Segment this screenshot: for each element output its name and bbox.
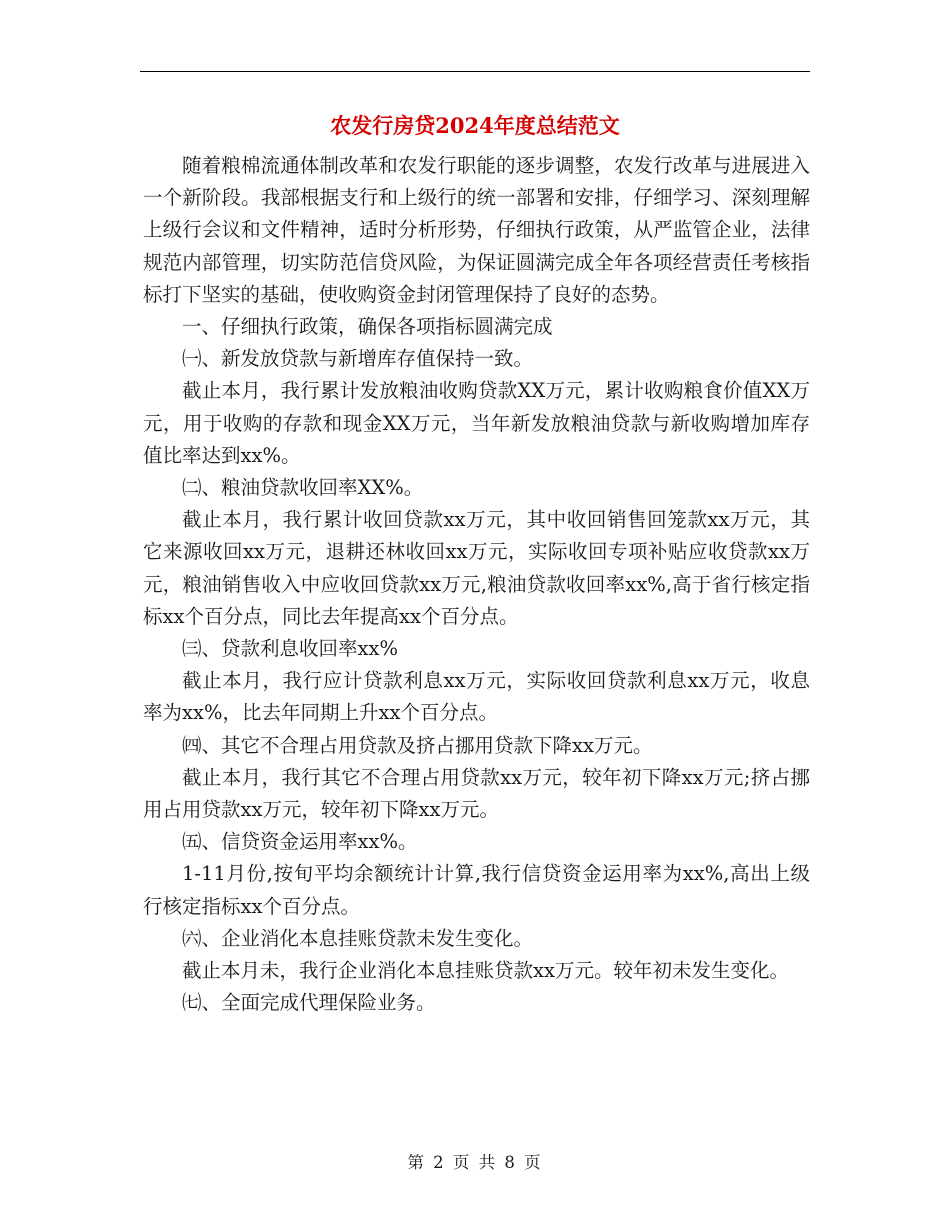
section-heading-1: 一、仔细执行政策，确保各项指标圆满完成 — [182, 315, 553, 339]
subsection-heading-6: ㈥、企业消化本息挂账贷款未发生变化。 — [182, 926, 534, 950]
subsection-heading-4: ㈣、其它不合理占用贷款及挤占挪用贷款下降xx万元。 — [182, 733, 653, 757]
paragraph: 截止本月未，我行企业消化本息挂账贷款xx万元。较年初未发生变化。 — [182, 959, 789, 983]
paragraph: 截止本月，我行累计收回贷款xx万元，其中收回销售回笼款xx万元，其它来源收回xx万元，退耕还林收回xx万元，实际收回专项补贴应收贷款xx万元，粮油销售收入中应收回贷款xx万元,粮油贷款收回率xx%,高于省行核定指标xx个百分点，同比去年提高xx个百分点。 — [143, 508, 810, 628]
page-number: 第 2 页 共 8 页 — [407, 1153, 543, 1172]
subsection-heading-2: ㈡、粮油贷款收回率XX%。 — [182, 476, 424, 500]
document-title: 农发行房贷2024年度总结范文 — [330, 113, 620, 138]
paragraph: 截止本月，我行累计发放粮油收购贷款XX万元，累计收购粮食价值XX万元，用于收购的存款和现金XX万元，当年新发放粮油贷款与新收购增加库存值比率达到xx%。 — [143, 379, 810, 467]
paragraph-intro: 随着粮棉流通体制改革和农发行职能的逐步调整，农发行改革与进展进入一个新阶段。我部根据支行和上级行的统一部署和安排，仔细学习、深刻理解上级行会议和文件精神，适时分析形势，仔细执行政策，从严监管企业，法律规范内部管理，切实防范信贷风险，为保证圆满完成全年各项经营责任考核指标打下坚实的基础，使收购资金封闭管理保持了良好的态势。 — [143, 154, 810, 306]
subsection-heading-5: ㈤、信贷资金运用率xx%。 — [182, 830, 418, 854]
paragraph: 截止本月，我行其它不合理占用贷款xx万元，较年初下降xx万元;挤占挪用占用贷款xx万元，较年初下降xx万元。 — [143, 765, 810, 822]
paragraph: 截止本月，我行应计贷款利息xx万元，实际收回贷款利息xx万元，收息率为xx%，比去年同期上升xx个百分点。 — [143, 669, 810, 725]
paragraph: 1-11月份,按旬平均余额统计计算,我行信贷资金运用率为xx%,高出上级行核定指标xx个百分点。 — [143, 862, 810, 918]
header-rule — [140, 71, 810, 72]
subsection-heading-7: ㈦、全面完成代理保险业务。 — [182, 991, 436, 1015]
subsection-heading-3: ㈢、贷款利息收回率xx% — [182, 637, 399, 661]
subsection-heading-1: ㈠、新发放贷款与新增库存值保持一致。 — [182, 347, 534, 371]
document-body — [143, 150, 810, 1019]
